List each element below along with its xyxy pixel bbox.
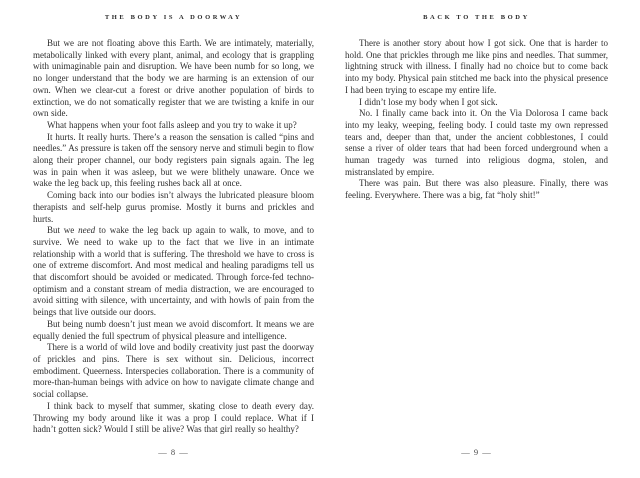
- paragraph: What happens when your foot falls asleep and you try to wake it up?: [47, 119, 297, 130]
- paragraph: There is another story about how I got sick. One that is harder to hold. One that prickles through me like pins and needles. That summer, lightning struck with illness. I finally had no choice but to come back into my body. Physical pain stitched me back into the physical presence I had been trying to escape my entire life.: [345, 38, 608, 95]
- paragraph: There was pain. But there was also pleasure. Finally, there was feeling. Everywhere. There was a big, fat “holy shit!”: [345, 178, 608, 201]
- paragraph: But we are not floating above this Earth. We are intimately, materially, metabolically linked with every plant, animal, and ecology that is grappling with unimaginable pain and disruption. We have been numb for so long, we no longer understand that the body we are harming is an extension of our own. When we clear-cut a forest or drive another population of birds to extinction, we do not somatically register that we are twisting a knife in our own side.: [33, 38, 314, 119]
- paragraph-run: But we: [47, 225, 79, 236]
- paragraph: I didn’t lose my body when I got sick.: [359, 96, 498, 107]
- paragraph-run: to wake the leg back up again to walk, to move, and to survive. We need to wake up to the fact that we live in an intimate relationship with a world that is suffering. The threshold we have to cross is one of extreme discomfort. And most medical and healing paradigms tell us that discomfort should be avoided or medicated. Through force-fed techno-optimism and a constant stream of media distraction, we are encouraged to avoid sitting with silence, with uncertainty, and with howls of pain from the beings that live outside our doors.: [33, 225, 314, 318]
- paragraph: Coming back into our bodies isn’t always the lubricated pleasure bloom therapists and self-help gurus promise. Mostly it burns and prickles and hurts.: [33, 190, 314, 224]
- left-page-body: [33, 38, 314, 436]
- right-page-body: [345, 38, 608, 202]
- paragraph: I think back to myself that summer, skating close to death every day. Throwing my body around like it was a prop I could replace. What if I hadn’t gotten sick? Would I still be alive? Was that girl really so healthy?: [33, 400, 314, 435]
- running-header-left: THE BODY IS A DOORWAY: [104, 14, 243, 21]
- paragraph: No. I finally came back into it. On the Via Dolorosa I came back into my leaky, weeping, feeling body. I could taste my own repressed tears and, deeper than that, under the ancient cobblestones, I could sense a river of older tears that had been forced underground when a human tragedy was turned into religious dogma, stolen, and mistranslated by empire.: [345, 108, 608, 177]
- paragraph: There is a world of wild love and bodily creativity just past the doorway of prickles and pins. There is sex without sin. Delicious, incorrect embodiment. Queerness. Interspecies collaboration. There is a community of more-than-human beings with advice on how to navigate climate change and social collapse.: [33, 342, 314, 400]
- paragraph: But being numb doesn’t just mean we avoid discomfort. It means we are equally denied the full spectrum of physical pleasure and intelligence.: [33, 318, 314, 341]
- running-header-right: BACK TO THE BODY: [423, 14, 530, 21]
- right-page: [345, 14, 608, 202]
- page-number-left: — 8 —: [158, 447, 189, 457]
- paragraph: [33, 225, 314, 319]
- paragraph-run-italic: need: [78, 225, 96, 236]
- page-number-right: — 9 —: [461, 447, 492, 457]
- paragraph: It hurts. It really hurts. There’s a reason the sensation is called “pins and needles.” As pressure is taken off the sensory nerve and stimuli begin to flow along their proper channel, our body registers pain signals again. The leg was in pain when it was asleep, but we were blithely unaware. Once we wake the leg back up, this feeling rushes back all at once.: [33, 131, 314, 189]
- left-page: [33, 14, 314, 436]
